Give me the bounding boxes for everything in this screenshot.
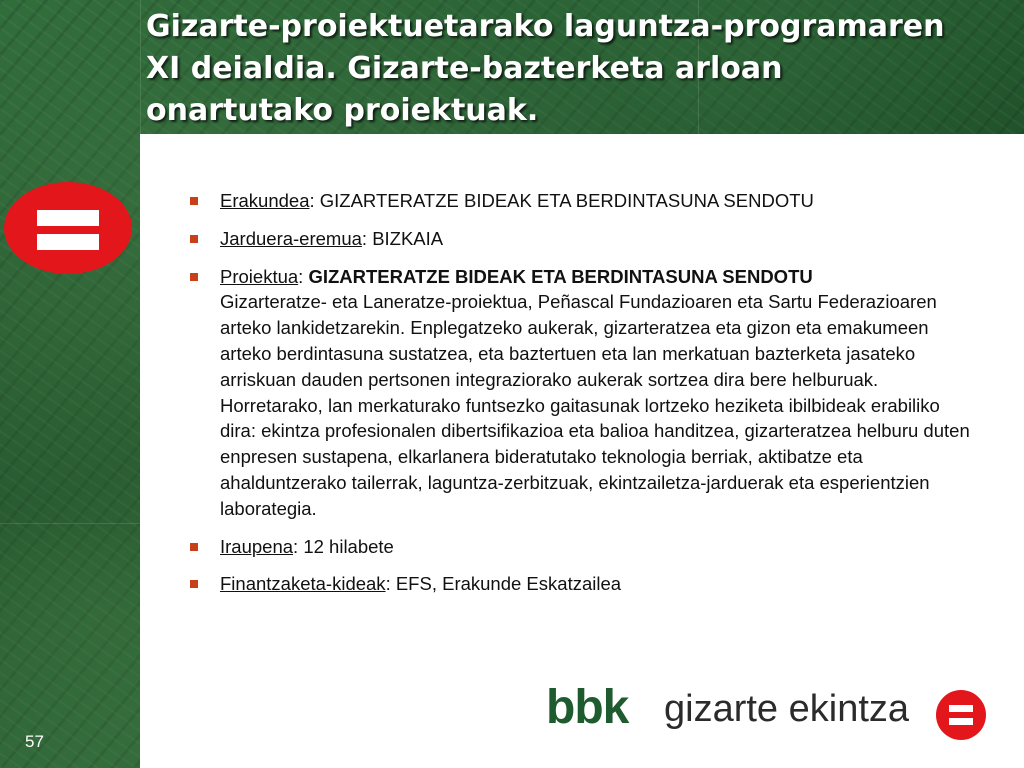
item-separator: : [298, 265, 309, 287]
project-details-list [190, 188, 980, 609]
slide-title [146, 6, 1006, 132]
title-line: XI deialdia. Gizarte-bazterketa arloan [146, 51, 783, 86]
page-number: 57 [25, 732, 44, 751]
item-value: EFS, Erakunde Eskatzailea [395, 573, 622, 595]
list-item [190, 264, 980, 522]
item-value: 12 hilabete [303, 535, 394, 557]
brand-logo [546, 681, 996, 742]
item-separator: : [361, 227, 373, 249]
item-label: Iraupena [220, 535, 294, 557]
bullet-icon [190, 580, 198, 588]
list-item [190, 534, 980, 560]
project-name: GIZARTERATZE BIDEAK ETA BERDINTASUNA SENDOTU [308, 265, 813, 287]
bullet-icon [190, 543, 198, 551]
list-item [190, 226, 980, 252]
item-label: Proiektua [220, 265, 299, 287]
bullet-icon [190, 273, 198, 281]
title-line: Gizarte-proiektuetarako laguntza-programaren [146, 9, 945, 44]
item-separator: : [293, 535, 304, 557]
item-separator: : [385, 573, 396, 595]
equals-logo-icon [936, 690, 986, 740]
item-label: Jarduera-eremua [220, 227, 362, 249]
item-label: Finantzaketa-kideak [220, 573, 386, 595]
item-separator: : [309, 190, 320, 211]
project-description: Gizarteratze- eta Laneratze-proiektua, Peñascal Fundazioaren eta Sartu Federazioaren arteko lankidetzarekin. Enplegatzeko aukerak, gizarteratzea eta gizon eta emakumeen arteko berdintasuna sustatzea, eta baztertuen eta lan merkatuan bazterketa jasateko arriskuan dauden pertsonen integraziorako aukerak sortzea dira bere helburuak. Horretarako, lan merkaturako funtsezko gaitasunak lortzeko heziketa ibilbideak erabiliko dira: ekintza profesionalen dibertsifikazioa eta balioa handitzea, gizarteratzea helburu duten enpresen sustapena, elkarlanera bideratutako teknologia berriak, aktibatze eta ahalduntzerako tailerrak, laguntza-zerbitzuak, ekintzailetza-jarduerak eta esperientzien laborategia. [220, 291, 970, 519]
bullet-icon [190, 235, 198, 243]
equals-logo-icon [4, 182, 132, 274]
bullet-icon [190, 197, 198, 205]
brand-tagline: gizarte ekintza [664, 688, 910, 730]
item-value: BIZKAIA [372, 227, 444, 249]
title-line: onartutako proiektuak. [146, 93, 539, 128]
brand-bbk: bbk [546, 681, 629, 734]
list-item [190, 571, 980, 597]
item-label: Erakundea [220, 190, 310, 211]
list-item [190, 188, 980, 214]
item-value: GIZARTERATZE BIDEAK ETA BERDINTASUNA SENDOTU [319, 190, 814, 211]
